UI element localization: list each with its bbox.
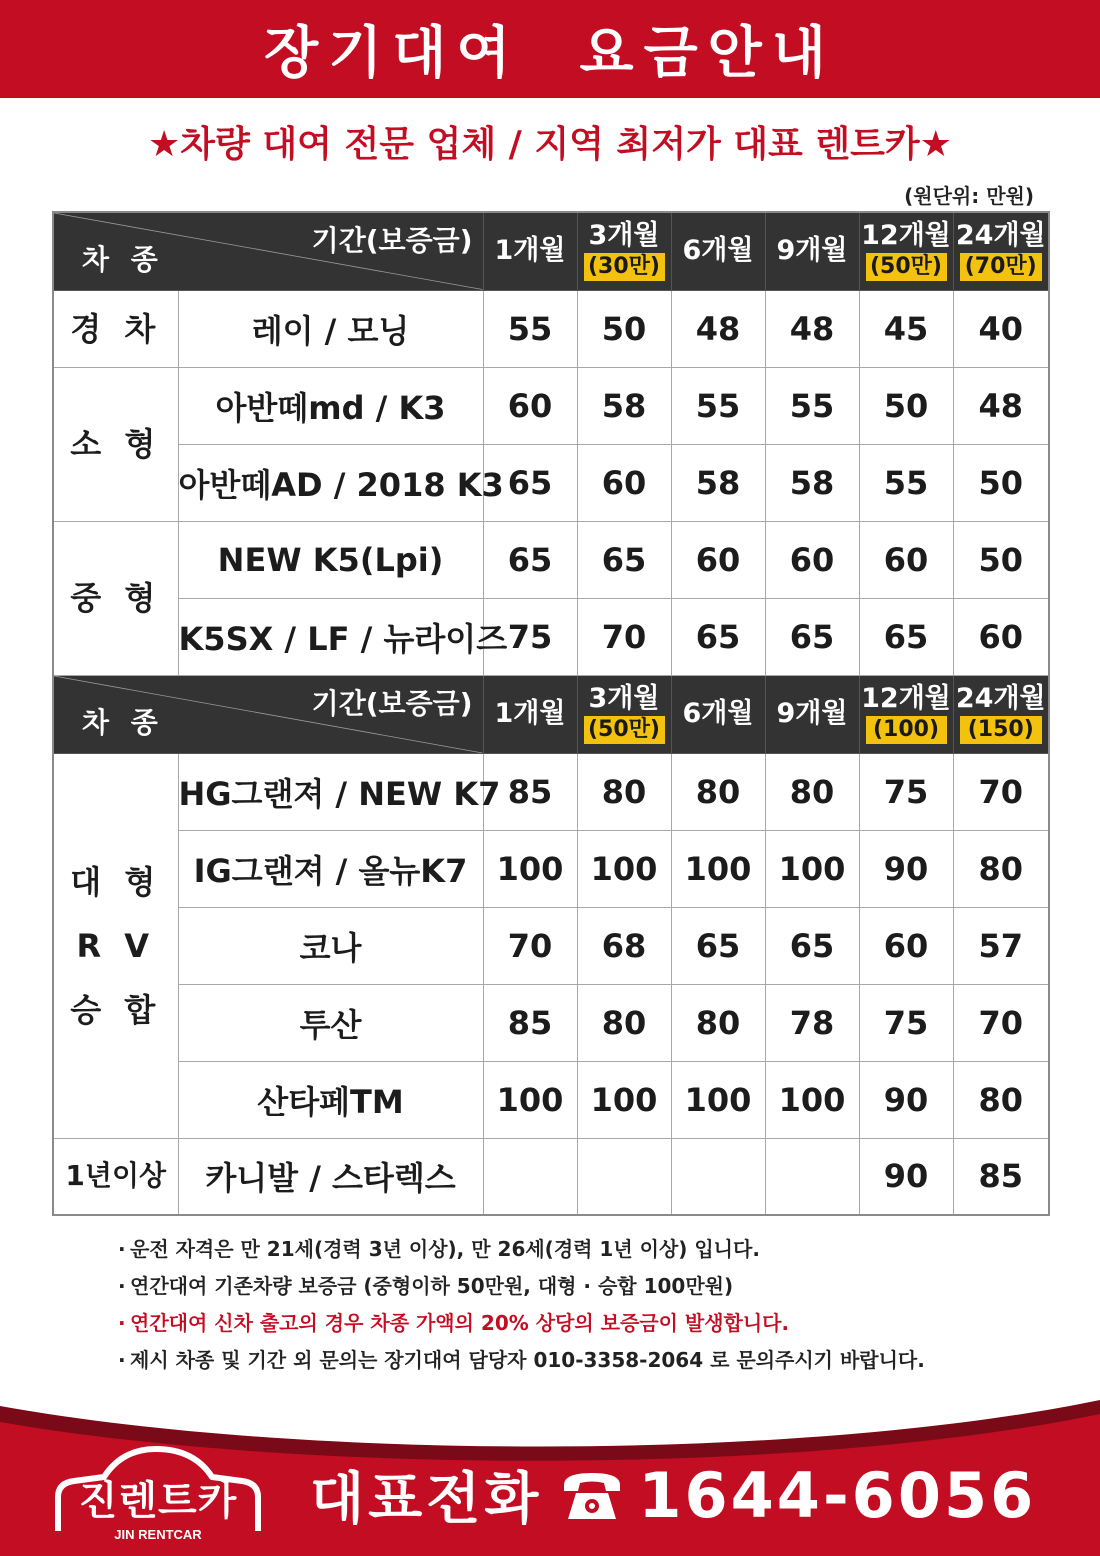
company-logo	[52, 1443, 264, 1543]
model-cell: 산타페TM	[178, 1061, 483, 1138]
table-row	[53, 753, 1049, 830]
price-cell: 58	[577, 367, 671, 444]
price-cell	[483, 1138, 577, 1215]
price-cell: 55	[671, 367, 765, 444]
price-cell: 60	[765, 521, 859, 598]
period-label: 3개월	[588, 683, 660, 714]
table-row	[53, 290, 1049, 367]
price-cell	[765, 1138, 859, 1215]
bullet-icon: ·	[118, 1237, 126, 1261]
period-label: 24개월	[955, 683, 1046, 714]
phone-label: 대표전화	[310, 1467, 543, 1532]
note-text: 연간대여 기존차량 보증금 (중형이하 50만원, 대형 · 승합 100만원)	[130, 1274, 734, 1298]
price-cell: 80	[671, 753, 765, 830]
price-cell: 60	[483, 367, 577, 444]
note-text: 제시 차종 및 기간 외 문의는 장기대여 담당자 010-3358-2064 로 문의주시기 바랍니다.	[130, 1348, 925, 1372]
phone-contact	[310, 1455, 1036, 1535]
price-cell: 100	[577, 830, 671, 907]
model-cell: 카니발 / 스타렉스	[178, 1138, 483, 1215]
price-cell: 60	[859, 907, 953, 984]
category-cell: 경 차	[53, 290, 178, 367]
model-cell: 코나	[178, 907, 483, 984]
price-cell	[577, 1138, 671, 1215]
logo-text: 진렌트카	[78, 1478, 238, 1524]
price-cell: 100	[765, 830, 859, 907]
price-cell: 50	[577, 290, 671, 367]
corner-period-label: 기간(보증금)	[311, 224, 473, 257]
price-cell: 100	[765, 1061, 859, 1138]
model-cell: 아반떼AD / 2018 K3	[178, 444, 483, 521]
period-header	[483, 212, 577, 290]
table-row	[53, 521, 1049, 598]
price-cell: 90	[859, 1061, 953, 1138]
price-cell: 80	[577, 753, 671, 830]
table-row	[53, 907, 1049, 984]
price-cell: 45	[859, 290, 953, 367]
period-label: 6개월	[682, 698, 754, 729]
period-header	[859, 212, 953, 290]
price-cell: 57	[953, 907, 1049, 984]
header-corner-cell	[53, 675, 483, 753]
price-cell: 50	[859, 367, 953, 444]
period-header	[953, 212, 1049, 290]
price-cell: 75	[859, 984, 953, 1061]
table-header-row	[53, 212, 1049, 290]
price-cell: 65	[577, 521, 671, 598]
category-cell: 소 형	[53, 367, 178, 521]
rate-table	[52, 211, 1050, 1216]
table-header-row	[53, 675, 1049, 753]
deposit-label: (30만)	[584, 253, 665, 281]
price-cell: 68	[577, 907, 671, 984]
price-cell: 55	[765, 367, 859, 444]
price-cell: 58	[765, 444, 859, 521]
price-cell: 48	[671, 290, 765, 367]
table-row	[53, 830, 1049, 907]
period-label: 6개월	[682, 235, 754, 267]
price-cell: 70	[483, 907, 577, 984]
price-cell: 80	[671, 984, 765, 1061]
price-cell: 80	[953, 1061, 1049, 1138]
period-header	[577, 212, 671, 290]
price-cell: 70	[953, 984, 1049, 1061]
period-header	[671, 212, 765, 290]
corner-period-label: 기간(보증금)	[311, 686, 473, 720]
price-cell: 55	[859, 444, 953, 521]
period-header	[577, 675, 671, 753]
top-banner	[0, 0, 1100, 98]
price-cell: 85	[483, 753, 577, 830]
price-cell: 48	[765, 290, 859, 367]
model-cell: 아반떼md / K3	[178, 367, 483, 444]
table-row	[53, 1138, 1049, 1215]
deposit-label: (100)	[866, 716, 947, 744]
model-cell: K5SX / LF / 뉴라이즈	[178, 598, 483, 675]
corner-type-label: 차 종	[82, 705, 164, 739]
deposit-label: (70만)	[960, 253, 1043, 281]
period-label: 3개월	[588, 220, 660, 252]
model-cell: NEW K5(Lpi)	[178, 521, 483, 598]
telephone-icon	[560, 1467, 624, 1523]
price-cell: 60	[859, 521, 953, 598]
note-item	[118, 1271, 1058, 1308]
price-cell: 85	[483, 984, 577, 1061]
table-row	[53, 367, 1049, 444]
bullet-icon: ·	[118, 1348, 126, 1372]
price-cell: 80	[577, 984, 671, 1061]
note-item	[118, 1234, 1058, 1271]
bullet-icon: ·	[118, 1311, 126, 1335]
price-cell: 40	[953, 290, 1049, 367]
price-cell: 78	[765, 984, 859, 1061]
note-text: 운전 자격은 만 21세(경력 3년 이상), 만 26세(경력 1년 이상) 입니다.	[130, 1237, 760, 1261]
period-header	[765, 212, 859, 290]
notes-list	[118, 1234, 1058, 1382]
note-text: 연간대여 신차 출고의 경우 차종 가액의 20% 상당의 보증금이 발생합니다.	[130, 1311, 790, 1335]
price-cell: 85	[953, 1138, 1049, 1215]
price-cell	[671, 1138, 765, 1215]
category-cell: 중 형	[53, 521, 178, 675]
table-row	[53, 598, 1049, 675]
price-cell: 58	[671, 444, 765, 521]
price-cell: 70	[953, 753, 1049, 830]
table-row	[53, 444, 1049, 521]
corner-type-label: 차 종	[82, 242, 164, 276]
price-cell: 80	[953, 830, 1049, 907]
period-header	[483, 675, 577, 753]
period-label: 9개월	[776, 235, 848, 267]
category-cell: 1년이상	[53, 1138, 178, 1215]
model-cell: 레이 / 모닝	[178, 290, 483, 367]
unit-note: (원단위: 만원)	[904, 184, 1034, 208]
price-cell: 65	[765, 598, 859, 675]
period-header	[671, 675, 765, 753]
price-cell: 75	[859, 753, 953, 830]
model-cell: IG그랜져 / 올뉴K7	[178, 830, 483, 907]
price-cell: 65	[483, 444, 577, 521]
price-cell: 90	[859, 1138, 953, 1215]
period-label: 12개월	[861, 683, 951, 714]
price-cell: 65	[483, 521, 577, 598]
price-cell: 100	[577, 1061, 671, 1138]
period-header	[765, 675, 859, 753]
model-cell: HG그랜져 / NEW K7	[178, 753, 483, 830]
table-row	[53, 1061, 1049, 1138]
price-cell: 55	[483, 290, 577, 367]
price-cell: 70	[577, 598, 671, 675]
price-cell: 100	[671, 830, 765, 907]
category-cell: 대 형 R V 승 합	[53, 753, 178, 1138]
price-cell: 75	[483, 598, 577, 675]
period-label: 9개월	[776, 698, 848, 729]
deposit-label: (50만)	[584, 716, 665, 744]
period-label: 1개월	[494, 235, 566, 267]
price-cell: 65	[671, 907, 765, 984]
price-cell: 80	[765, 753, 859, 830]
period-header	[953, 675, 1049, 753]
bullet-icon: ·	[118, 1274, 126, 1298]
note-item	[118, 1308, 1058, 1345]
page-subtitle: ★차량 대여 전문 업체 / 지역 최저가 대표 렌트카★	[148, 124, 952, 165]
logo-subtext: JIN RENTCAR	[114, 1527, 202, 1542]
price-cell: 60	[577, 444, 671, 521]
period-label: 24개월	[955, 220, 1046, 252]
deposit-label: (50만)	[866, 253, 947, 281]
price-cell: 50	[953, 444, 1049, 521]
phone-number[interactable]: 1644-6056	[638, 1458, 1037, 1532]
price-cell: 65	[671, 598, 765, 675]
price-cell: 100	[671, 1061, 765, 1138]
period-label: 12개월	[861, 220, 951, 252]
price-cell: 90	[859, 830, 953, 907]
model-cell: 투산	[178, 984, 483, 1061]
price-cell: 60	[953, 598, 1049, 675]
price-cell: 100	[483, 830, 577, 907]
price-cell: 60	[671, 521, 765, 598]
price-cell: 65	[765, 907, 859, 984]
note-item	[118, 1345, 1058, 1382]
price-cell: 100	[483, 1061, 577, 1138]
price-cell: 65	[859, 598, 953, 675]
period-label: 1개월	[494, 698, 566, 729]
price-cell: 50	[953, 521, 1049, 598]
period-header	[859, 675, 953, 753]
table-row	[53, 984, 1049, 1061]
price-cell: 48	[953, 367, 1049, 444]
page-title: 장기대여 요금안내	[264, 21, 836, 86]
header-corner-cell	[53, 212, 483, 290]
deposit-label: (150)	[960, 716, 1043, 744]
